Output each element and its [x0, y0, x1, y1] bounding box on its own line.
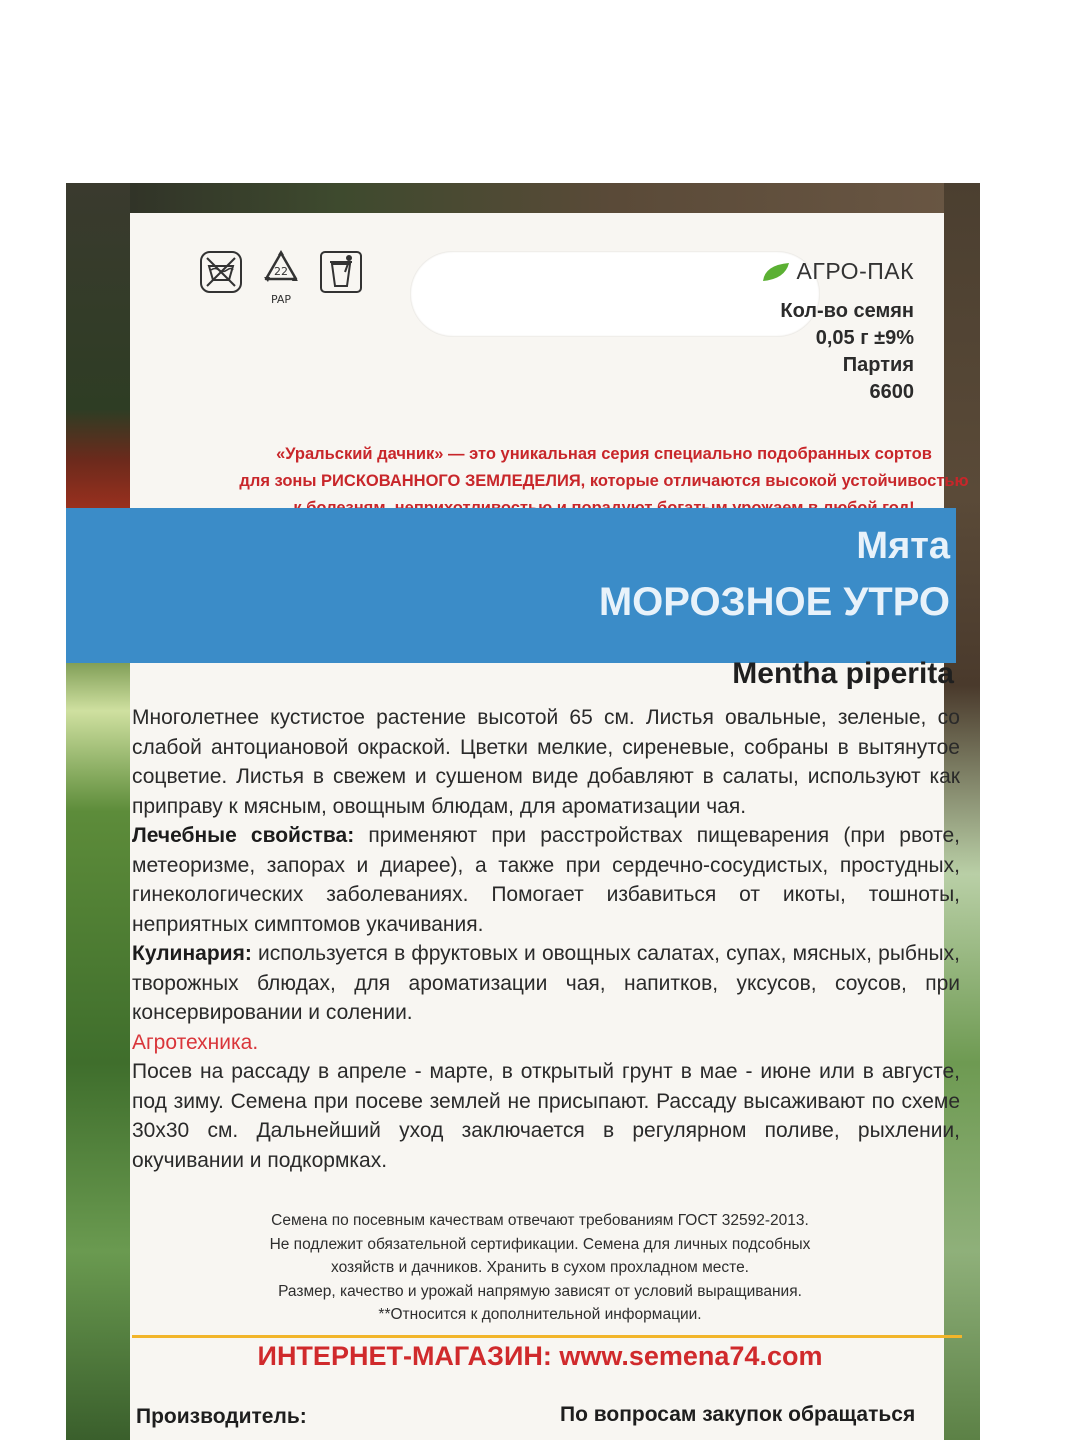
hang-hole	[410, 251, 820, 337]
medical-paragraph	[132, 821, 960, 939]
certification-info	[130, 1209, 950, 1327]
producer-label: Производитель:	[136, 1405, 307, 1428]
cert-line-4: Размер, качество и урожай напрямую зависят от условий выращивания.	[278, 1282, 802, 1300]
leaf-icon	[761, 261, 791, 283]
brand-logo	[761, 258, 914, 285]
batch-number: 6600	[869, 381, 914, 403]
packaging-icons	[198, 249, 364, 306]
purchase-label: По вопросам закупок обращаться	[560, 1403, 916, 1426]
seed-count-label: Кол-во семян	[780, 300, 914, 322]
product-title	[599, 518, 950, 630]
medical-text: применяют при расстройствах пищеварения (при рвоте, метеоризме, запорах и диарее), а также при сердечно-сосудистых, простудных, гинекологических заболеваниях. Помогает избавиться от икоты, тошноты, неприятных симптомов укачивания.	[132, 824, 960, 936]
online-shop: ИНТЕРНЕТ-МАГАЗИН: www.semena74.com	[257, 1341, 823, 1371]
medical-label: Лечебные свойства:	[132, 824, 355, 847]
divider	[132, 1335, 962, 1338]
latin-name: Mentha piperita	[732, 657, 954, 690]
background-photo-left	[66, 183, 130, 1440]
culinary-paragraph	[132, 939, 960, 1028]
description-intro: Многолетнее кустистое растение высотой 65 см. Листья овальные, зеленые, со слабой антоциановой окраской. Цветки мелкие, сиреневые, собраны в вытянутое соцветие. Листья в свежем и сушеном виде добавляют в салаты, используют как приправу к мясным, овощным блюдам, для ароматизации чая.	[132, 706, 960, 818]
agro-label: Агротехника.	[132, 1030, 259, 1054]
seed-weight: 0,05 г ±9%	[815, 327, 914, 349]
crop-name: Мята	[856, 525, 950, 567]
cert-line-1: Семена по посевным качествам отвечают требованиям ГОСТ 32592-2013.	[271, 1212, 809, 1229]
culinary-label: Кулинария:	[132, 942, 252, 965]
description	[132, 703, 960, 1175]
recycle-icon	[258, 249, 304, 306]
agro-text: Посев на рассаду в апреле - марте, в открытый грунт в мае - июне или в августе, под зиму. Семена при посеве землей не присыпают. Рассаду высаживают по схеме 30х30 см. Дальнейший уход заключается в регулярном поливе, рыхлении, окучивании и подкормках.	[132, 1060, 960, 1172]
no-wash-icon	[198, 249, 244, 295]
background-photo-top	[66, 183, 980, 213]
cert-line-2: Не подлежит обязательной сертификации. Семена для личных подсобных	[269, 1235, 811, 1253]
culinary-text: используется в фруктовых и овощных салатах, супах, мясных, рыбных, творожных блюдах, для ароматизации чая, напитков, уксусов, соусов, при консервировании и солении.	[132, 942, 960, 1024]
cert-line-3: хозяйств и дачников. Хранить в сухом прохладном месте.	[331, 1259, 749, 1276]
recycle-number: 22	[274, 265, 288, 278]
seed-info	[780, 298, 914, 406]
trash-bin-icon	[318, 249, 364, 295]
recycle-code: PAP	[270, 293, 292, 306]
cert-line-5: **Относится к дополнительной информации.	[378, 1306, 702, 1323]
batch-label: Партия	[842, 354, 914, 376]
brand-name: АГРО-ПАК	[796, 258, 914, 284]
series-line-1: «Уральский дачник» — это уникальная серия специально подобранных сортов	[276, 445, 932, 463]
seed-packet	[66, 183, 980, 1440]
series-line-2: для зоны РИСКОВАННОГО ЗЕМЛЕДЕЛИЯ, которые отличаются высокой устойчивостью	[239, 472, 969, 490]
variety-name: МОРОЗНОЕ УТРО	[598, 580, 950, 624]
